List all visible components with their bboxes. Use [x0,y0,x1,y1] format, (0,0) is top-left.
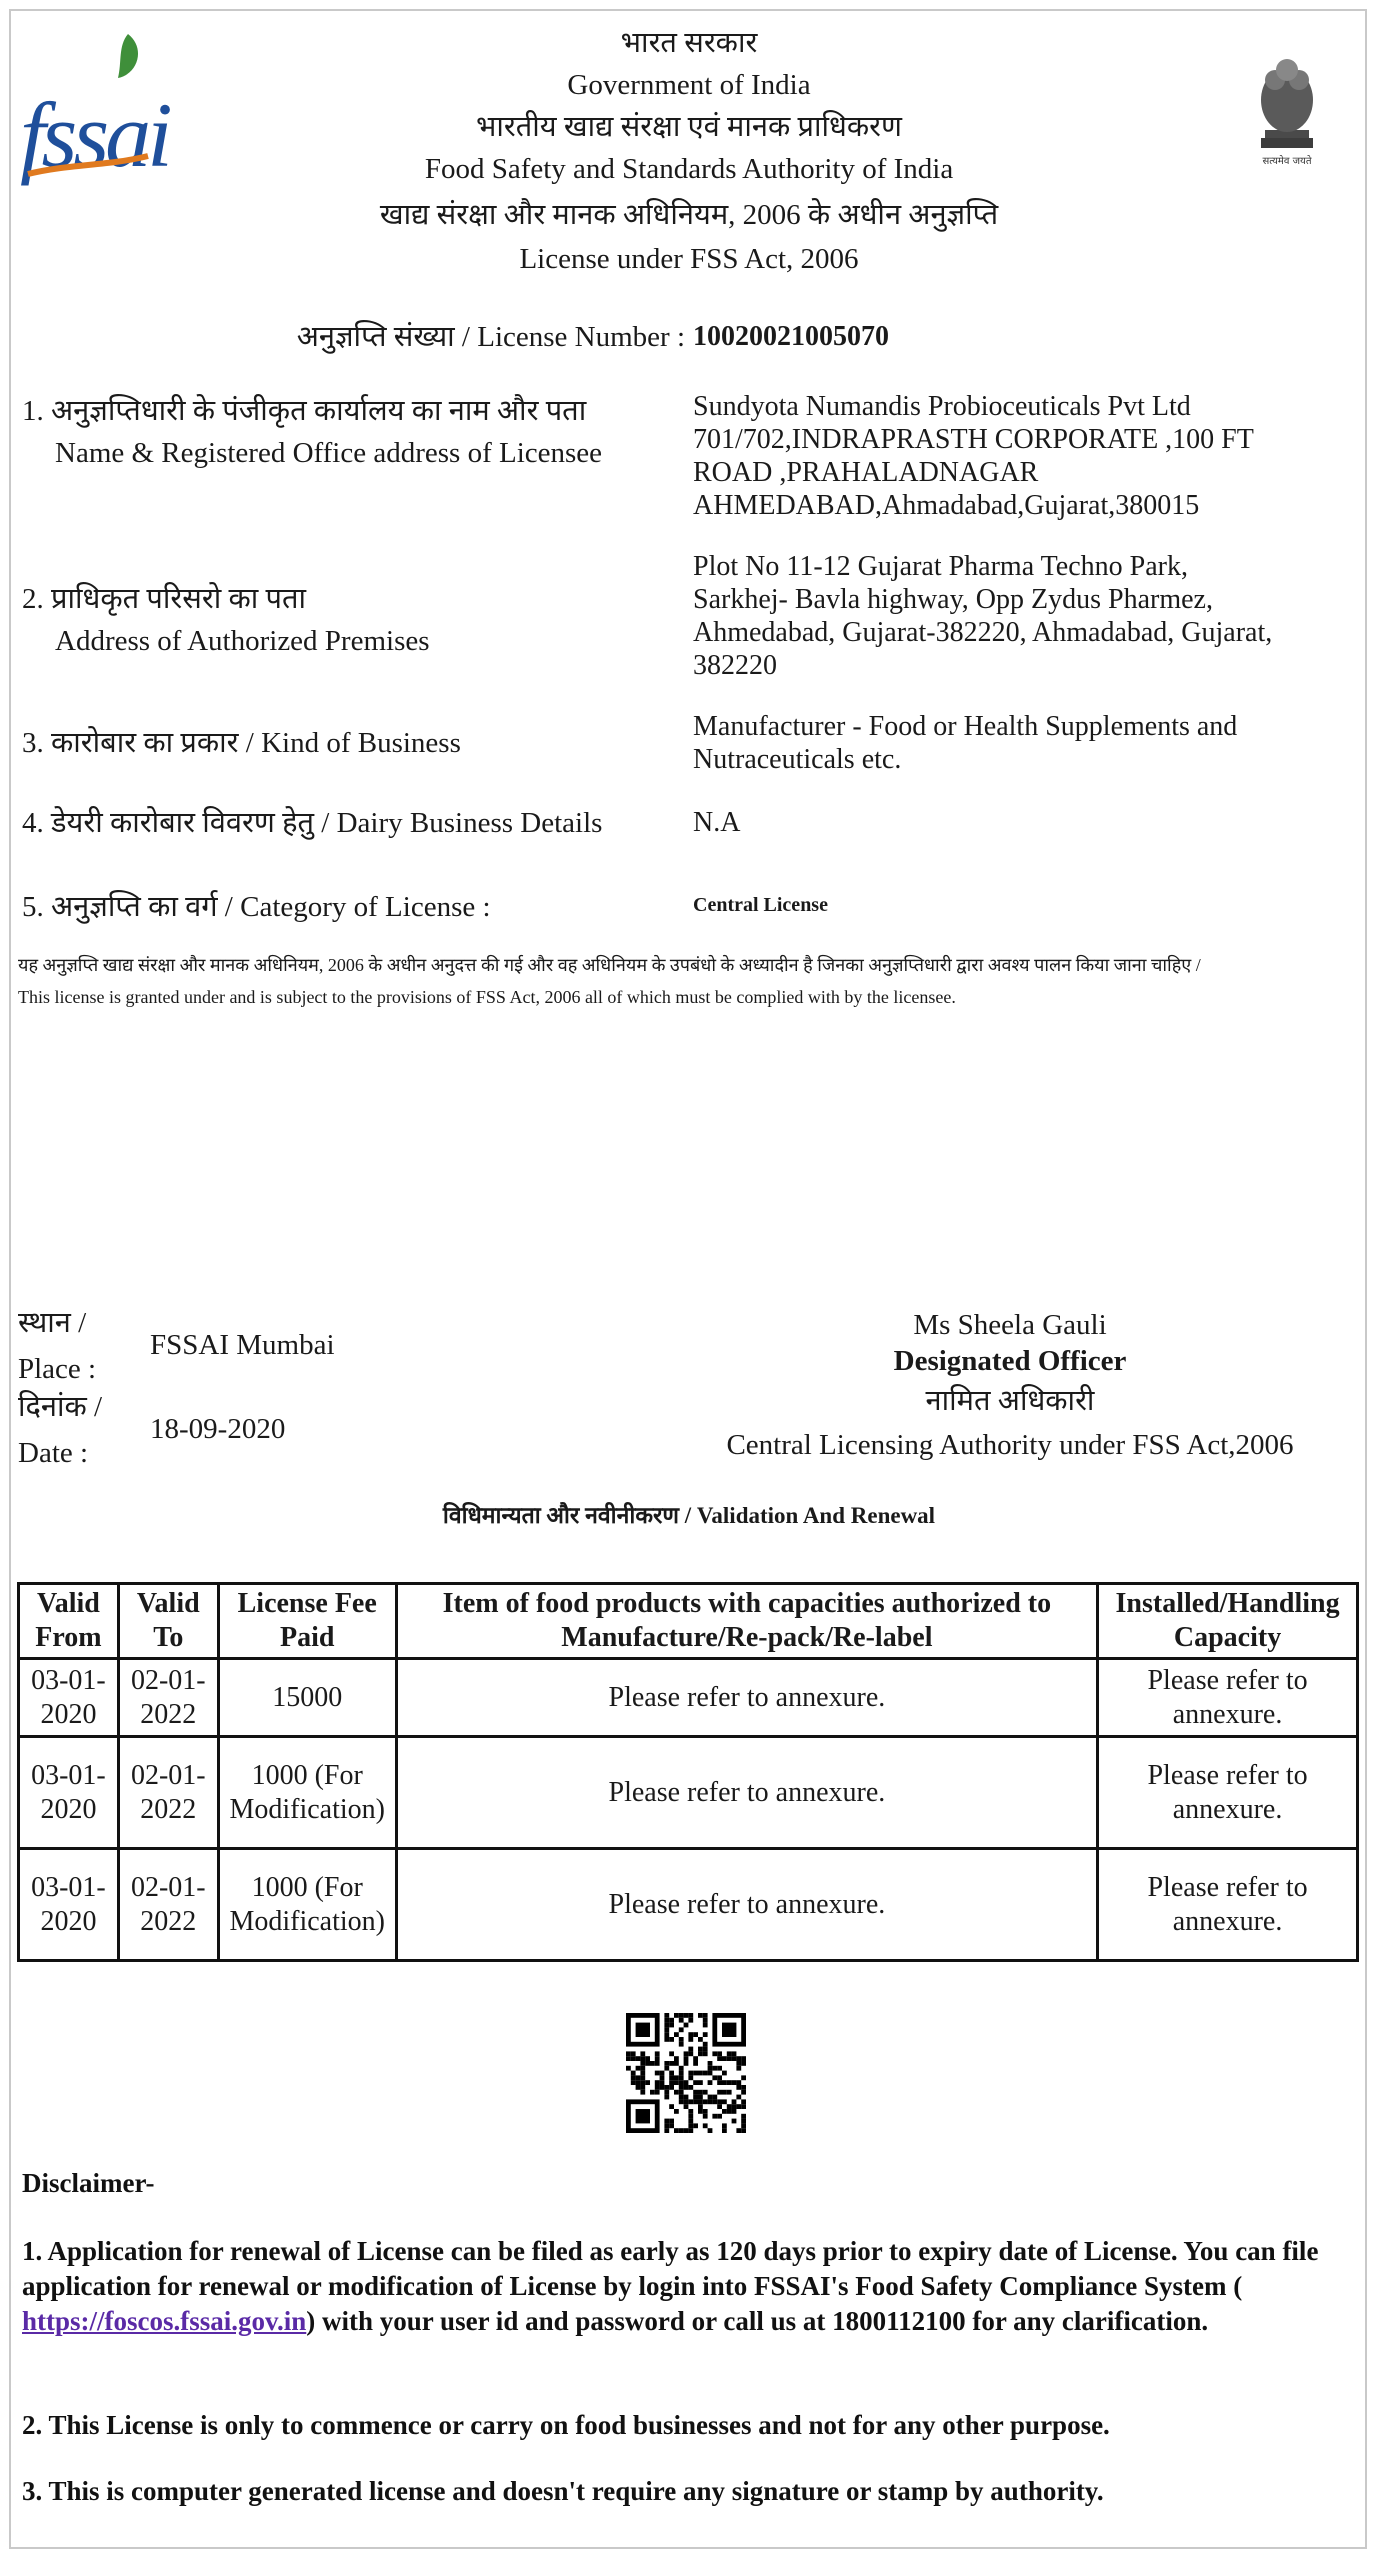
disclaimer-item-1-text: 1. Application for renewal of License can be filed as early as 120 days prior to expiry date of License. You can file application for renewal or modification of License by login into FSSAI's Food Safety Compliance System ( [22,2236,1319,2301]
validation-title-en: / Validation And Renewal [679,1503,936,1528]
field1-value [693,390,1254,522]
license-number-label: अनुज्ञप्ति संख्या / License Number : [296,321,685,353]
field1-label-en: Name & Registered Office address of Licensee [55,437,603,469]
date-label-en: Date : [18,1437,89,1469]
cell-capacity: Please refer to annexure. [1098,1659,1358,1737]
date-value: 18-09-2020 [150,1413,286,1445]
qr-code[interactable] [626,2013,746,2133]
notice-hi: यह अनुज्ञप्ति खाद्य संरक्षा और मानक अधिनियम, 2006 के अधीन अनुदत्त की गई और वह अधिनियम के उपबंधो के अध्यादीन है जिनका अनुज्ञप्तिधारी द्वारा अवश्य पालन किया जाना चाहिए / [18,955,1201,975]
col-header-fee: License Fee Paid [218,1584,396,1659]
field4-label: 4. डेयरी कारोबार विवरण हेतु / Dairy Business Details [22,807,603,839]
disclaimer-item-1 [22,2234,1342,2339]
officer-title-hi: नामित अधिकारी [925,1385,1095,1417]
cell-valid-from: 03-01-2020 [19,1737,119,1849]
header-authority-en: Food Safety and Standards Authority of India [424,153,954,185]
officer-name: Ms Sheela Gauli [913,1309,1107,1341]
cell-valid-from: 03-01-2020 [19,1659,119,1737]
cell-items: Please refer to annexure. [396,1737,1097,1849]
date-label-hi: दिनांक / [18,1391,103,1423]
header-act-en: License under FSS Act, 2006 [519,243,859,275]
cell-fee: 15000 [218,1659,396,1737]
field2-line: Plot No 11-12 Gujarat Pharma Techno Park, [693,551,1188,582]
cell-valid-to: 02-01-2022 [118,1659,218,1737]
officer-title-en: Designated Officer [893,1345,1127,1377]
place-label-en: Place : [18,1353,97,1385]
header-authority-hi: भारतीय खाद्य संरक्षा एवं मानक प्राधिकरण [476,111,902,143]
field1-label-hi: 1. अनुज्ञप्तिधारी के पंजीकृत कार्यालय का नाम और पता [22,395,587,427]
field3-line: Manufacturer - Food or Health Supplements and [693,711,1238,742]
table-row [19,1849,1358,1961]
field5-value: Central License [693,894,828,916]
field1-line: ROAD ,PRAHALADNAGAR [693,457,1039,488]
field3-value [693,710,1237,776]
disclaimer-item-2: 2. This License is only to commence or carry on food businesses and not for any other purpose. [22,2410,1110,2440]
cell-fee: 1000 (For Modification) [218,1849,396,1961]
cell-capacity: Please refer to annexure. [1098,1849,1358,1961]
cell-items: Please refer to annexure. [396,1849,1097,1961]
cell-valid-from: 03-01-2020 [19,1849,119,1961]
disclaimer-item-1-text-end: ) with your user id and password or call us at 1800112100 for any clarification. [306,2306,1209,2336]
notice-en: This license is granted under and is subject to the provisions of FSS Act, 2006 all of which must be complied with by the licensee. [18,987,956,1007]
field2-value [693,550,1272,682]
cell-valid-to: 02-01-2022 [118,1737,218,1849]
table-row [19,1659,1358,1737]
officer-authority: Central Licensing Authority under FSS Act,2006 [726,1429,1294,1461]
table-row [19,1737,1358,1849]
field1-line: Sundyota Numandis Probioceuticals Pvt Ltd [693,391,1191,422]
field2-line: Ahmedabad, Gujarat-382220, Ahmadabad, Gujarat, [693,617,1273,648]
col-header-capacity: Installed/Handling Capacity [1098,1584,1358,1659]
validation-table [17,1582,1359,1962]
cell-items: Please refer to annexure. [396,1659,1097,1737]
field2-line: 382220 [693,650,777,681]
field4-value: N.A [693,807,741,838]
cell-fee: 1000 (For Modification) [218,1737,396,1849]
cell-capacity: Please refer to annexure. [1098,1737,1358,1849]
disclaimer-title: Disclaimer- [22,2168,155,2198]
validation-title [0,1498,1378,1530]
field3-line: Nutraceuticals etc. [693,744,902,775]
logo-text: fssai [20,84,169,186]
field3-label: 3. कारोबार का प्रकार / Kind of Business [22,727,461,759]
header-govt-hi: भारत सरकार [620,27,758,59]
place-value: FSSAI Mumbai [150,1329,335,1361]
field1-line: 701/702,INDRAPRASTH CORPORATE ,100 FT [693,424,1254,455]
place-label-hi: स्थान / [18,1307,87,1339]
header-act-hi: खाद्य संरक्षा और मानक अधिनियम, 2006 के अधीन अनुज्ञप्ति [379,199,999,231]
col-header-valid-from: Valid From [19,1584,119,1659]
validation-title-hi: विधिमान्यता और नवीनीकरण [442,1503,680,1528]
field2-line: Sarkhej- Bavla highway, Opp Zydus Pharmez, [693,584,1213,615]
header-govt-en: Government of India [567,69,811,101]
table-header-row [19,1584,1358,1659]
col-header-valid-to: Valid To [118,1584,218,1659]
col-header-items: Item of food products with capacities authorized to Manufacture/Re-pack/Re-label [396,1584,1097,1659]
field5-label: 5. अनुज्ञप्ति का वर्ग / Category of License : [22,891,491,923]
disclaimer-item-3: 3. This is computer generated license and doesn't require any signature or stamp by authority. [22,2476,1104,2506]
field2-label-hi: 2. प्राधिकृत परिसरो का पता [22,583,307,615]
license-number-value: 10020021005070 [693,321,889,352]
emblem-motto: सत्यमेव जयते [1262,156,1312,167]
field2-label-en: Address of Authorized Premises [55,625,430,657]
foscos-link[interactable]: https://foscos.fssai.gov.in [22,2306,307,2336]
cell-valid-to: 02-01-2022 [118,1849,218,1961]
field1-line: AHMEDABAD,Ahmadabad,Gujarat,380015 [693,490,1200,521]
